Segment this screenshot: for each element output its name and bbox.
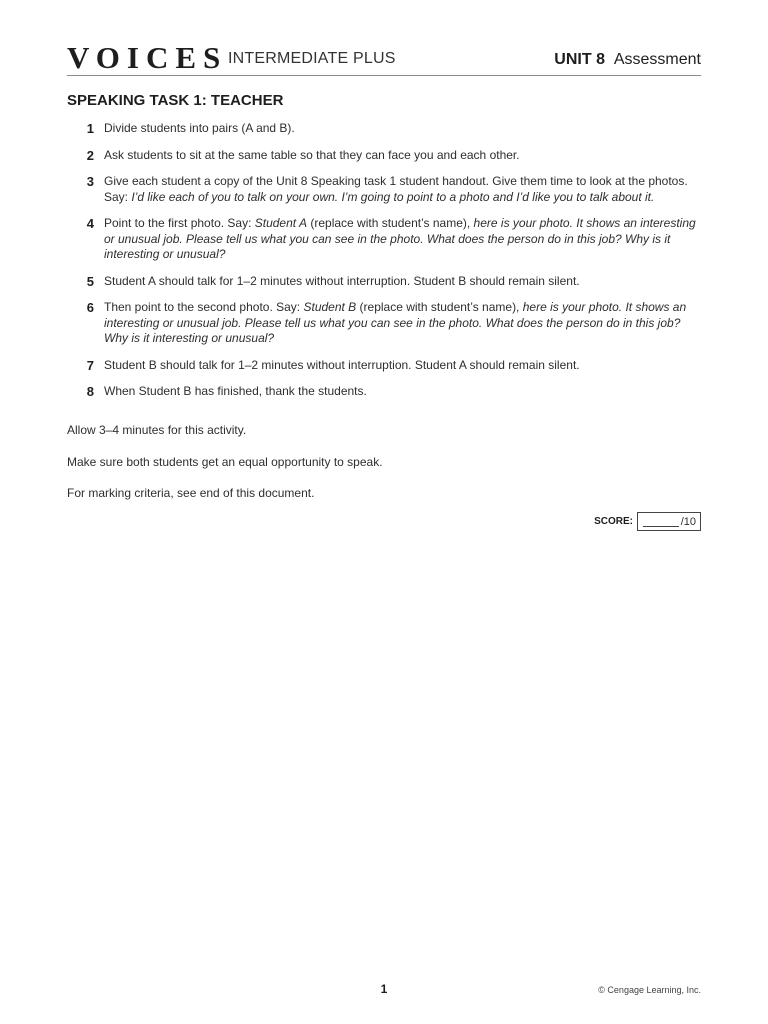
step-text: When Student B has finished, thank the students.: [104, 384, 367, 398]
step-text-plain: Give each student a copy of the Unit 8 Speaking task 1 student handout. Give them time to look at the photos. Say:: [104, 174, 688, 204]
assessment-label: Assessment: [613, 51, 701, 68]
copyright-notice: © Cengage Learning, Inc.: [598, 985, 701, 995]
unit-number: UNIT 8: [554, 51, 605, 68]
step-text: [104, 174, 703, 205]
step-text-quote: I’d like each of you to talk on your own. I’m going to point to a photo and I’d like you to talk about it.: [131, 189, 655, 204]
instruction-step-3: [67, 174, 703, 205]
step-number: 4: [86, 216, 94, 231]
instruction-step-5: [67, 274, 703, 290]
note-marking-criteria: For marking criteria, see end of this document.: [67, 486, 315, 500]
step-number: 8: [86, 384, 94, 399]
instruction-step-6: [67, 300, 703, 347]
step-text-plain: Point to the first photo. Say:: [104, 216, 255, 230]
step-number: 6: [86, 300, 94, 315]
score-blank-line: [643, 516, 679, 527]
note-time-allowance: Allow 3–4 minutes for this activity.: [67, 423, 247, 437]
step-text-quote: here is your photo. It shows an interesting or unusual job. Please tell us what you can see in the photo. What does the person do in this job? Why is it interesting or unusual?: [104, 300, 687, 345]
instruction-step-1: [67, 121, 703, 137]
score-box[interactable]: [637, 512, 701, 531]
step-number: 1: [86, 121, 94, 136]
step-text: [104, 300, 703, 347]
step-text-plain: (replace with student’s name),: [307, 216, 474, 230]
step-text: Ask students to sit at the same table so that they can face you and each other.: [104, 147, 520, 162]
step-text-plain: Then point to the second photo. Say:: [104, 300, 304, 314]
step-text-plain: (replace with student’s name),: [356, 300, 523, 314]
instruction-step-2: [67, 148, 703, 164]
voices-logo: VOICES: [67, 40, 228, 75]
step-text-student-name: Student B: [303, 300, 357, 314]
step-text-quote: here is your photo. It shows an interesting or unusual job. Please tell us what you can see in the photo. What does the person do in this job? Why is it interesting or unusual?: [104, 216, 696, 261]
unit-label: [554, 51, 701, 69]
step-number: 5: [86, 273, 94, 289]
instruction-step-8: [67, 384, 703, 400]
step-text: Student A should talk for 1–2 minutes without interruption. Student B should remain silent.: [104, 273, 580, 288]
step-number: 7: [86, 357, 94, 373]
page-header: [67, 38, 701, 76]
score-field: [594, 512, 701, 531]
instruction-step-4: [67, 216, 703, 263]
step-text: Divide students into pairs (A and B).: [104, 121, 295, 135]
score-label: SCORE:: [594, 516, 633, 527]
step-number: 2: [86, 147, 94, 163]
instruction-list: [67, 121, 703, 411]
step-text: [104, 216, 703, 263]
note-equal-opportunity: Make sure both students get an equal opportunity to speak.: [67, 455, 383, 469]
instruction-step-7: [67, 358, 703, 374]
step-text-student-name: Student A: [254, 216, 308, 230]
task-title: SPEAKING TASK 1: TEACHER: [67, 92, 284, 109]
level-label: INTERMEDIATE PLUS: [228, 50, 396, 67]
step-number: 3: [86, 174, 94, 189]
page-number: 1: [380, 982, 388, 996]
score-total: /10: [680, 515, 696, 528]
step-text: Student B should talk for 1–2 minutes without interruption. Student A should remain silent.: [104, 357, 580, 372]
